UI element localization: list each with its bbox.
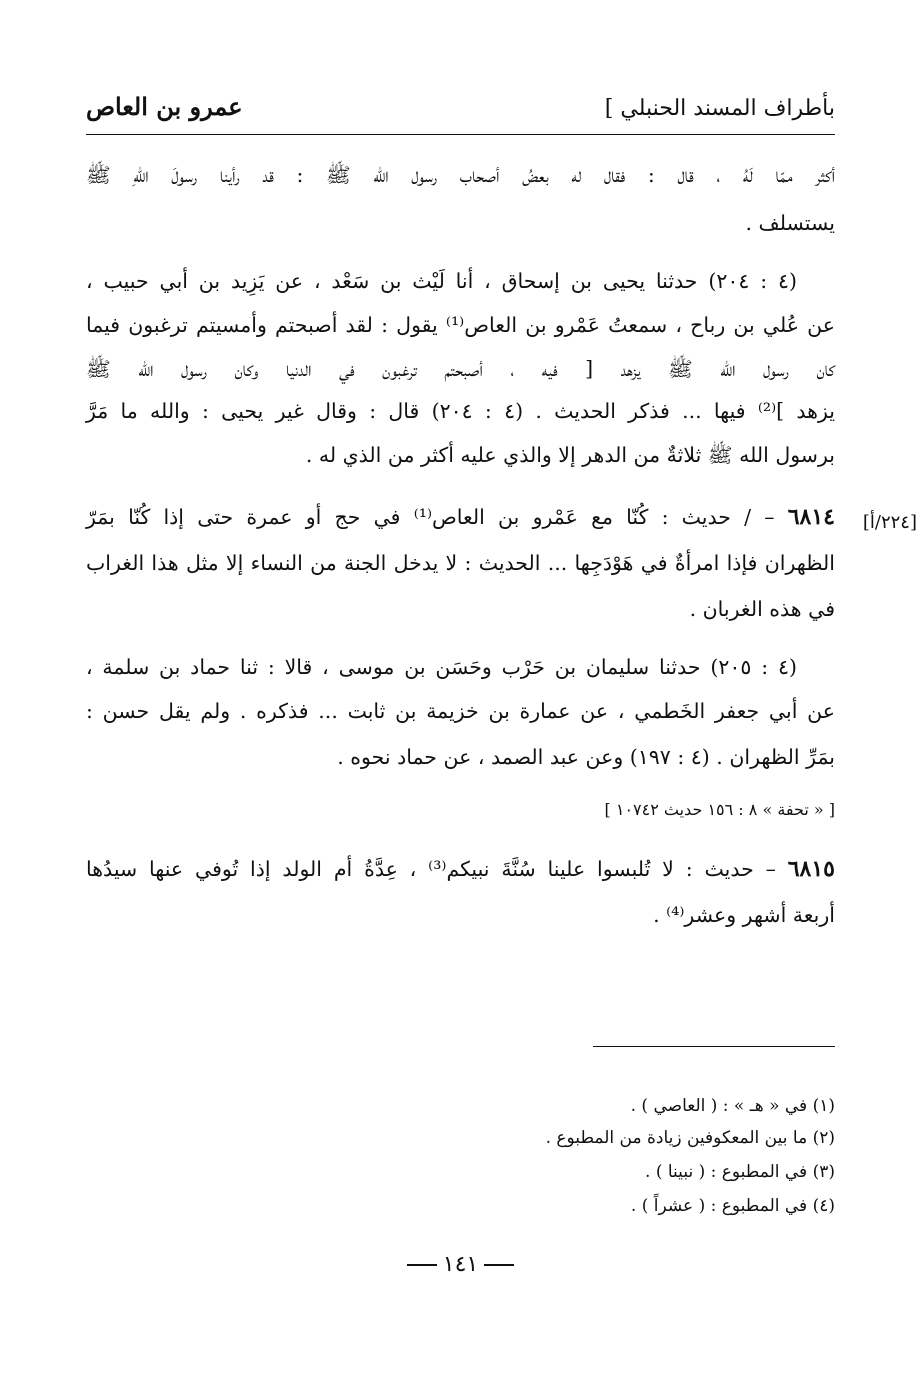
text-line: الظهران فإذا امرأةٌ في هَوْدَجِها ... الحديث : لا يدخل الجنة من النساء إلا مثل هذا الغراب	[86, 551, 835, 575]
margin-folio-reference: [٢٢٤/أ]	[862, 512, 917, 533]
hadith-text: – حديث : لا تُلبسوا علينا سُنَّةَ نبيكم⁽³⁾ ، عِدَّةُ أم الولد إذا تُوفي عنها سيدُها	[86, 857, 776, 881]
header-divider	[86, 134, 835, 135]
page-number-dash	[484, 1264, 514, 1266]
text-line: يزهد ]⁽²⁾ فيها ... فذكر الحديث . (٤ : ٢٠٤) قال : وقال غير يحيى : والله ما مَرَّ	[86, 399, 835, 423]
text-line: في هذه الغربان .	[689, 597, 835, 621]
page-number: ١٤١	[442, 1252, 479, 1277]
hadith-number: ٦٨١٥	[787, 856, 835, 882]
text-line: أكثر ممّا لَهُ ، قال : فقال له بعضُ أصحاب رسول الله ﷺ : قد رأينا رسولَ اللهِ ﷺ	[86, 163, 835, 187]
hadith-6814-line-1	[86, 502, 835, 532]
footnote-4: (٤) في المطبوع : ( عشراً ) .	[630, 1196, 835, 1216]
text-line: (٤ : ٢٠٥) حدثنا سليمان بن حَرْب وحَسَن بن موسى ، قالا : ثنا حماد بن سلمة ،	[86, 655, 797, 679]
text-line: أربعة أشهر وعشر⁽⁴⁾ .	[653, 903, 835, 927]
running-header-section-title: عمرو بن العاص	[86, 92, 243, 121]
footnote-3: (٣) في المطبوع : ( نبينا ) .	[645, 1162, 835, 1182]
hadith-text: – / حديث : كُنّا مع عَمْرو بن العاص⁽¹⁾ في حج أو عمرة حتى إذا كُنّا بمَرّ	[86, 505, 775, 529]
text-line: يستسلف .	[745, 211, 835, 235]
running-header-book-title: بأطراف المسند الحنبلي ]	[604, 96, 835, 121]
text-line: برسول الله ﷺ ثلاثةٌ من الدهر إلا والذي عليه أكثر من الذي له .	[305, 443, 835, 467]
hadith-6815-line-1	[86, 854, 835, 884]
text-line: عن عُلي بن رباح ، سمعتُ عَمْرو بن العاص⁽¹⁾ يقول : لقد أصبحتم وأمسيتم ترغبون فيما	[86, 313, 835, 337]
footnote-divider	[593, 1046, 835, 1047]
text-line: بمَرِّ الظهران . (٤ : ١٩٧) وعن عبد الصمد ، عن حماد نحوه .	[337, 745, 835, 769]
tuhfa-reference: [ « تحفة » ٨ : ١٥٦ حديث ١٠٧٤٢ ]	[604, 800, 835, 819]
text-line: عن أبي جعفر الخَطمي ، عن عمارة بن خزيمة بن ثابت ... فذكره . ولم يقل حسن :	[86, 699, 835, 723]
text-line: (٤ : ٢٠٤) حدثنا يحيى بن إسحاق ، أنا لَيْث بن سَعْد ، عن يَزِيد بن أبي حبيب ،	[86, 269, 797, 293]
footnote-1: (١) في « هـ » : ( العاصي ) .	[630, 1096, 835, 1116]
page-number-dash	[407, 1264, 437, 1266]
text-line: كان رسول الله ﷺ يزهد [ فيه ، أصبحتم ترغبون في الدنيا وكان رسول الله ﷺ	[86, 357, 835, 381]
footnote-2: (٢) ما بين المعكوفين زيادة من المطبوع .	[545, 1128, 835, 1148]
hadith-number: ٦٨١٤	[787, 504, 835, 530]
page-number-footer	[0, 1252, 921, 1277]
